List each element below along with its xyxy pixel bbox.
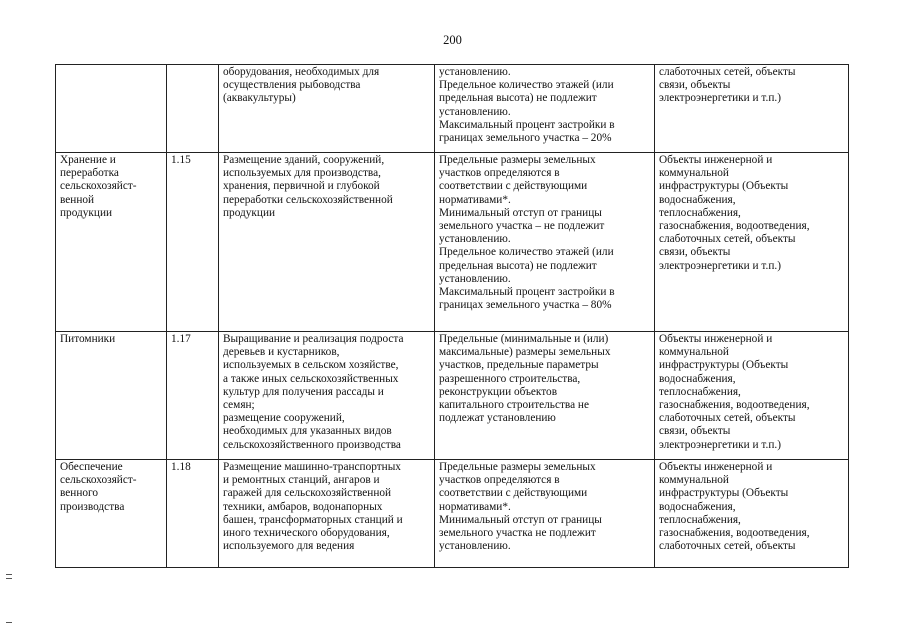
use-code-cell: 1.18 bbox=[167, 460, 219, 568]
use-code-cell bbox=[167, 65, 219, 153]
objects-cell: слаботочных сетей, объекты связи, объекты электроэнергетики и т.п.) bbox=[655, 65, 849, 153]
parameters-cell: Предельные (минимальные и (или) максимальные) размеры земельных участков, предельные параметры разрешенного строительства, реконструкции объектов капитального строительства не подлежат установлению bbox=[435, 332, 655, 460]
use-name-cell: Питомники bbox=[56, 332, 167, 460]
use-description-cell: Размещение машинно-транспортных и ремонтных станций, ангаров и гаражей для сельскохозяйственной техники, амбаров, водонапорных башен, трансформаторных станций и иного технического оборудования, используемого для ведения bbox=[219, 460, 435, 568]
parameters-cell: Предельные размеры земельных участков определяются в соответствии с действующими нормативами*. Минимальный отступ от границы земельного участка не подлежит установлению. bbox=[435, 460, 655, 568]
parameters-cell: Предельные размеры земельных участков определяются в соответствии с действующими нормативами*. Минимальный отступ от границы земельного участка – не подлежит установлению. Предельное количество этажей (или предельная высота) не подлежит установлению. Максимальный процент застройки в границах земельного участка – 80% bbox=[435, 153, 655, 332]
margin-mark bbox=[6, 578, 12, 579]
land-use-table bbox=[55, 64, 849, 568]
table-row bbox=[56, 65, 849, 153]
use-description-cell: Размещение зданий, сооружений, используемых для производства, хранения, первичной и глубокой переработки сельскохозяйственной продукции bbox=[219, 153, 435, 332]
use-code-cell: 1.17 bbox=[167, 332, 219, 460]
objects-cell: Объекты инженерной и коммунальной инфраструктуры (Объекты водоснабжения, теплоснабжения, газоснабжения, водоотведения, слаботочных сетей, объекты связи, объекты электроэнергетики и т.п.) bbox=[655, 153, 849, 332]
page-number: 200 bbox=[443, 33, 462, 47]
parameters-cell: установлению. Предельное количество этажей (или предельная высота) не подлежит установлению. Максимальный процент застройки в границах земельного участка – 20% bbox=[435, 65, 655, 153]
objects-cell: Объекты инженерной и коммунальной инфраструктуры (Объекты водоснабжения, теплоснабжения, газоснабжения, водоотведения, слаботочных сетей, объекты связи, объекты электроэнергетики и т.п.) bbox=[655, 332, 849, 460]
use-description-cell: Выращивание и реализация подроста деревьев и кустарников, используемых в сельском хозяйстве, а также иных сельскохозяйственных культур для получения рассады и семян; размещение сооружений, необходимых для указанных видов сельскохозяйственного производства bbox=[219, 332, 435, 460]
margin-mark bbox=[6, 574, 12, 575]
table-row bbox=[56, 153, 849, 332]
use-name-cell bbox=[56, 65, 167, 153]
margin-mark bbox=[6, 622, 12, 623]
table-row bbox=[56, 332, 849, 460]
objects-cell: Объекты инженерной и коммунальной инфраструктуры (Объекты водоснабжения, теплоснабжения, газоснабжения, водоотведения, слаботочных сетей, объекты bbox=[655, 460, 849, 568]
use-code-cell: 1.15 bbox=[167, 153, 219, 332]
table-row bbox=[56, 460, 849, 568]
use-name-cell: Хранение и переработка сельскохозяйст- венной продукции bbox=[56, 153, 167, 332]
use-name-cell: Обеспечение сельскохозяйст- венного производства bbox=[56, 460, 167, 568]
use-description-cell: оборудования, необходимых для осуществления рыбоводства (аквакультуры) bbox=[219, 65, 435, 153]
